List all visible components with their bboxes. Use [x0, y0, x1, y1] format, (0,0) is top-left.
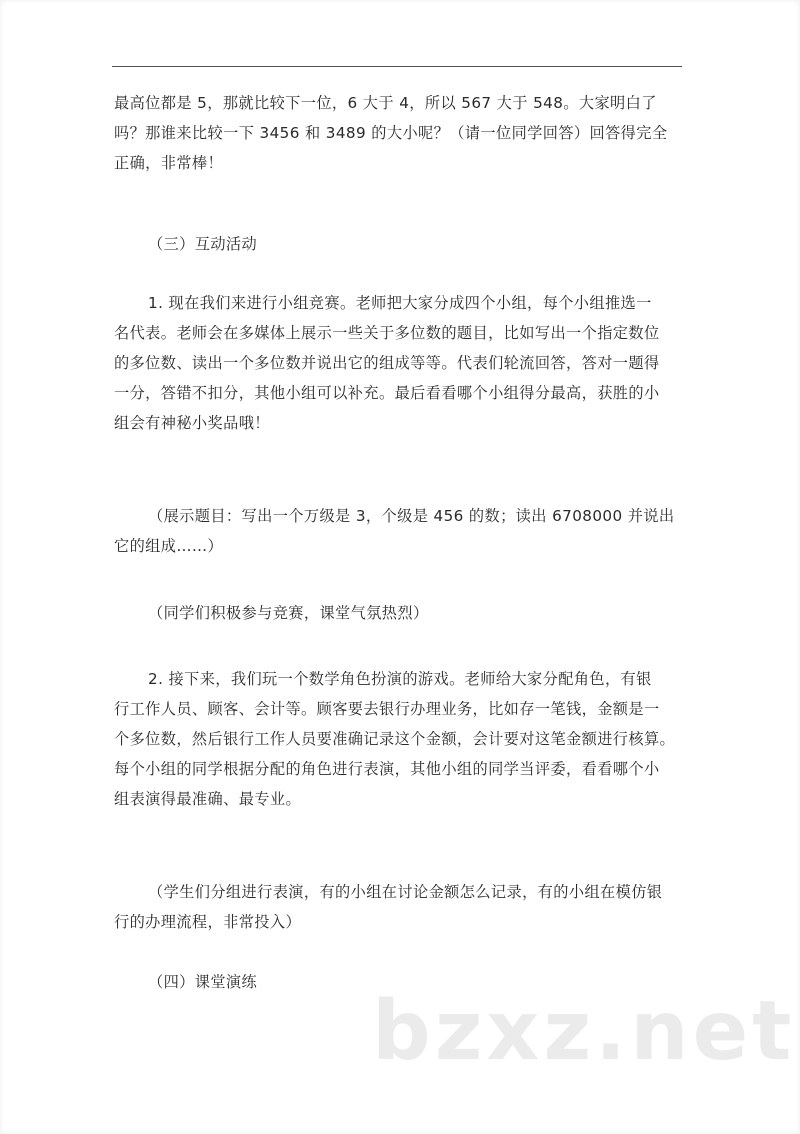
paragraph-line: （同学们积极参与竞赛，课堂气氛热烈） [148, 604, 429, 622]
paragraph-line: 1. 现在我们来进行小组竞赛。老师把大家分成四个小组，每个小组推选一 [148, 294, 652, 312]
paragraph-line: 最高位都是 5，那就比较下一位，6 大于 4，所以 567 大于 548。大家明白了 [114, 94, 657, 112]
paragraph-comparison [114, 88, 684, 178]
paragraph-line: 一分，答错不扣分，其他小组可以补充。最后看看哪个小组得分最高，获胜的小 [114, 384, 660, 402]
paragraph-line: 行的办理流程，非常投入） [114, 913, 302, 931]
heading-text: （三）互动活动 [148, 235, 258, 253]
section-heading-interactive-activity [114, 229, 718, 259]
paragraph-line: 行工作人员、顾客、会计等。顾客要去银行办理业务，比如存一笔钱，金额是一 [114, 700, 660, 718]
paragraph-line: （学生们分组进行表演，有的小组在讨论金额怎么记录，有的小组在模仿银 [148, 883, 663, 901]
paragraph-line: 它的组成……） [114, 537, 224, 555]
paragraph-line: 组表演得最准确、最专业。 [114, 790, 302, 808]
paragraph-line: 每个小组的同学根据分配的角色进行表演，其他小组的同学当评委，看看哪个小 [114, 760, 660, 778]
paragraph-group-competition [114, 288, 684, 438]
watermark: bzxz.net [372, 984, 796, 1079]
paragraph-line: 吗？那谁来比较一下 3456 和 3489 的大小呢？（请一位同学回答）回答得完全 [114, 124, 668, 142]
paragraph-participation-note [114, 598, 684, 628]
paragraph-line: 2. 接下来，我们玩一个数学角色扮演的游戏。老师给大家分配角色，有银 [148, 670, 652, 688]
paragraph-line: 个多位数，然后银行工作人员要准确记录这个金额，会计要对这笔金额进行核算。 [114, 730, 676, 748]
paragraph-display-questions [114, 501, 684, 561]
paragraph-line: 正确，非常棒！ [114, 154, 224, 172]
paragraph-line: （展示题目：写出一个万级是 3，个级是 456 的数；读出 6708000 并说出 [148, 507, 675, 525]
heading-text: （四）课堂演练 [148, 973, 258, 991]
paragraph-role-play [114, 664, 684, 814]
header-rule [112, 66, 682, 67]
paragraph-performance-note [114, 877, 684, 937]
paragraph-line: 组会有神秘小奖品哦！ [114, 414, 270, 432]
paragraph-line: 的多位数、读出一个多位数并说出它的组成等等。代表们轮流回答，答对一题得 [114, 354, 660, 372]
paragraph-line: 名代表。老师会在多媒体上展示一些关于多位数的题目，比如写出一个指定数位 [114, 324, 660, 342]
